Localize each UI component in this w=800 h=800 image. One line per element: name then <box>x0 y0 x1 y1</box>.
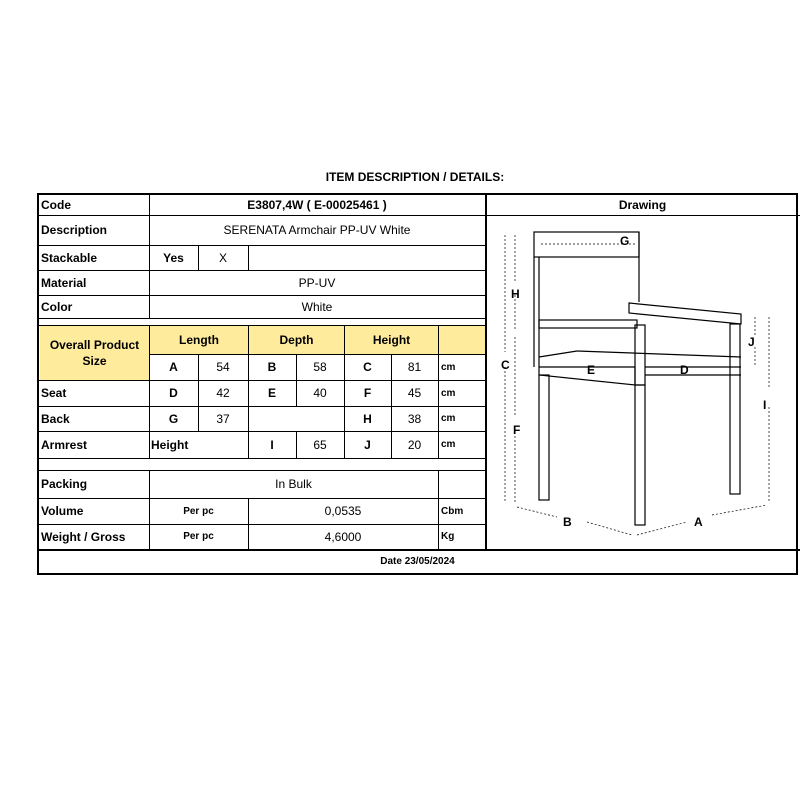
dim-h-letter: H <box>363 411 372 426</box>
stackable-mark: X <box>218 250 227 265</box>
chair-drawing <box>487 217 798 548</box>
description-value: SERENATA Armchair PP-UV White <box>223 223 411 237</box>
packing-label: Packing <box>41 477 88 491</box>
dim-d-letter: D <box>169 386 178 400</box>
weight-per: Per pc <box>183 531 214 542</box>
seat-label: Seat <box>41 386 67 400</box>
dim-a-letter: A <box>169 360 178 374</box>
page-title: ITEM DESCRIPTION / DETAILS: <box>325 170 505 184</box>
marker-c: C <box>501 358 510 372</box>
volume-value: 0,0535 <box>324 504 362 518</box>
description-label: Description <box>41 223 108 237</box>
dim-c-letter: C <box>363 360 372 374</box>
marker-d: D <box>680 363 689 377</box>
dim-b-value: 58 <box>313 360 327 374</box>
volume-per: Per pc <box>183 505 214 517</box>
row-divider <box>39 458 485 459</box>
marker-g: G <box>620 234 630 248</box>
dim-e-letter: E <box>267 386 276 400</box>
marker-e: E <box>587 363 596 377</box>
material-value: PP-UV <box>298 275 336 290</box>
height-header: Height <box>345 326 438 354</box>
stackable-yes: Yes <box>163 250 184 265</box>
marker-j: J <box>748 335 755 349</box>
weight-value: 4,6000 <box>324 529 362 544</box>
unit-cm: cm <box>441 387 456 399</box>
marker-f: F <box>513 423 521 437</box>
armrest-height-label: Height <box>151 437 189 452</box>
footer-date: Date 23/05/2024 <box>380 556 455 567</box>
dim-f-letter: F <box>363 386 372 400</box>
marker-i: I <box>763 398 767 412</box>
unit-header <box>439 326 485 354</box>
unit-cm: cm <box>441 439 456 450</box>
dim-i-letter: I <box>270 437 274 452</box>
dim-c-value: 81 <box>407 360 422 374</box>
col-divider <box>438 470 439 549</box>
overall-size-label <box>40 326 149 380</box>
length-header: Length <box>150 326 248 354</box>
drawing-label: Drawing <box>618 198 667 212</box>
col-divider <box>248 245 249 270</box>
depth-header: Depth <box>249 326 344 354</box>
overall-size-label-line1: Overall Product <box>49 338 140 352</box>
unit-cm: cm <box>441 413 456 424</box>
item-details-sheet <box>37 193 798 575</box>
packing-value: In Bulk <box>275 477 312 491</box>
overall-size-label-line2: Size <box>82 354 107 368</box>
dim-j-letter: J <box>364 437 371 452</box>
dim-h-value: 38 <box>407 411 422 426</box>
unit-cm: cm <box>441 361 456 373</box>
weight-unit: Kg <box>441 531 455 542</box>
volume-unit: Cbm <box>441 505 464 517</box>
back-label: Back <box>41 411 70 426</box>
marker-a: A <box>694 515 703 529</box>
color-value: White <box>301 299 333 314</box>
dim-e-value: 40 <box>313 386 327 400</box>
dim-g-value: 37 <box>216 411 230 426</box>
dim-i-value: 65 <box>313 437 327 452</box>
code-value: E3807,4W ( E-00025461 ) <box>247 198 387 212</box>
dim-f-value: 45 <box>407 386 422 400</box>
marker-b: B <box>563 515 572 529</box>
row-divider <box>39 318 485 319</box>
dim-g-letter: G <box>168 411 179 426</box>
dim-a-value: 54 <box>216 360 230 374</box>
dim-j-value: 20 <box>407 437 422 452</box>
dim-d-value: 42 <box>216 386 230 400</box>
dim-b-letter: B <box>267 360 277 374</box>
material-label: Material <box>41 275 87 290</box>
color-label: Color <box>41 299 73 314</box>
stackable-label: Stackable <box>41 250 98 265</box>
marker-h: H <box>511 287 520 301</box>
code-label: Code <box>41 198 71 212</box>
volume-label: Volume <box>41 504 84 518</box>
row-divider <box>485 215 800 216</box>
weight-label: Weight / Gross <box>41 529 126 544</box>
armrest-label: Armrest <box>41 437 88 452</box>
